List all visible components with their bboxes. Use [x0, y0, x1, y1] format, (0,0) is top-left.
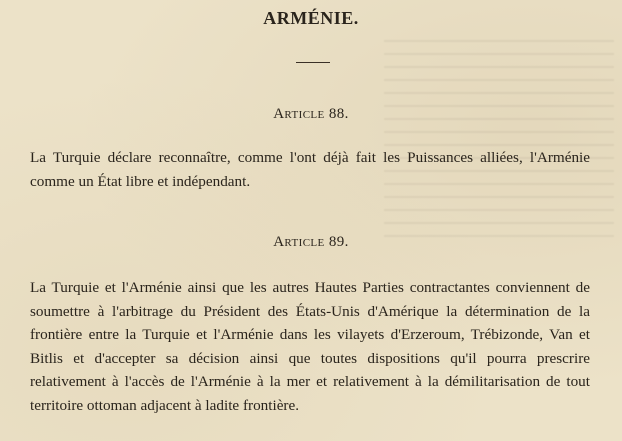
document-title: ARMÉNIE. [263, 8, 359, 28]
title-divider [296, 62, 330, 63]
show-through-text [384, 40, 614, 240]
article-89-heading: Article 89. [273, 234, 349, 250]
article-88-text: La Turquie déclare reconnaître, comme l'ont déjà fait les Puissances alliées, l'Arménie comme un État libre et indépendant. [30, 149, 590, 190]
article-89-text: La Turquie et l'Arménie ainsi que les autres Hautes Parties contractantes conviennent de soumettre à l'arbitrage du Président des États-Unis d'Amérique la détermination de la frontière entre la Turquie et l'Arménie dans les vilayets d'Erzeroum, Trébizonde, Van et Bitlis et d'accepter sa décision ainsi que toutes dispositions qu'il pourra prescrire relativement à l'accès de l'Arménie à la mer et relativement à la démilitarisation de tout territoire ottoman adjacent à ladite frontière. [30, 279, 590, 414]
article-88-heading: Article 88. [273, 106, 349, 122]
